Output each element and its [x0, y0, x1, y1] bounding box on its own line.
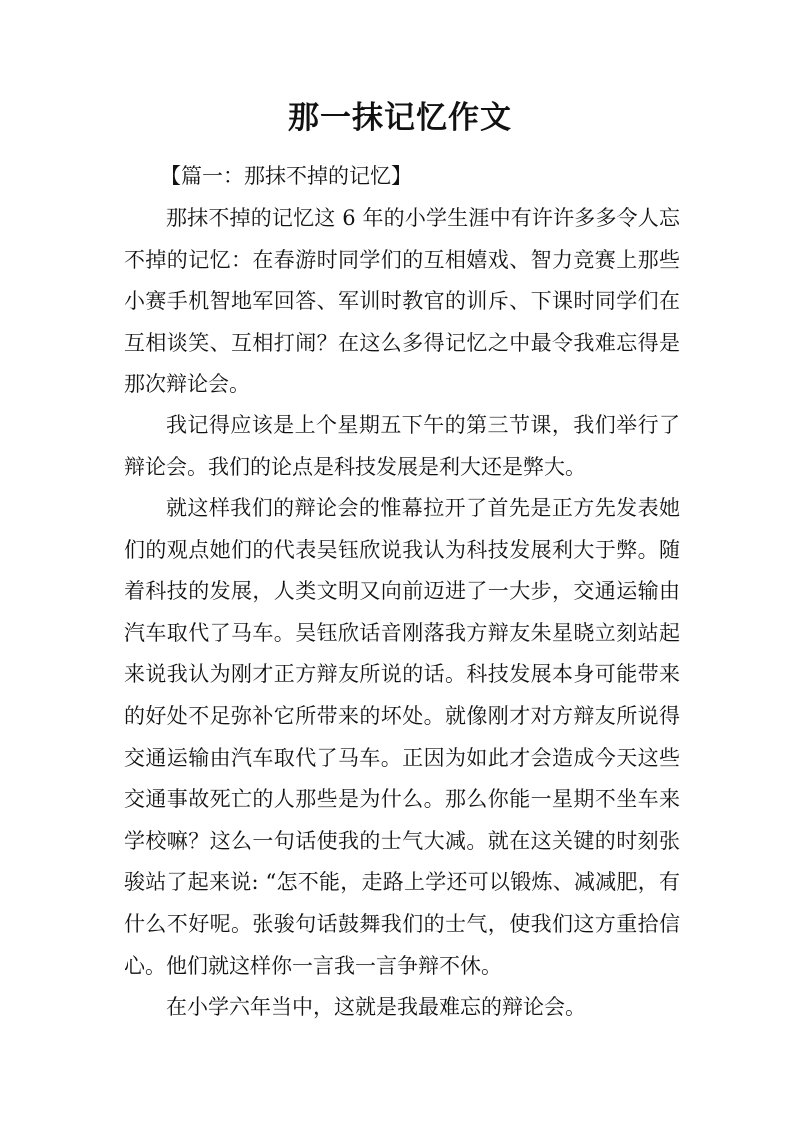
paragraph-2: 我记得应该是上个星期五下午的第三节课，我们举行了辩论会。我们的论点是科技发展是利大还是弊大。 [124, 413, 680, 479]
section-heading: 【篇一：那抹不掉的记忆】 [160, 164, 412, 188]
paragraph-3: 就这样我们的辩论会的惟幕拉开了首先是正方先发表她们的观点她们的代表吴钰欣说我认为科技发展利大于弊。随着科技的发展，人类文明又向前迈进了一大步，交通运输由汽车取代了马车。吴钰欣话音刚落我方辩友朱星晓立刻站起来说我认为刚才正方辩友所说的话。科技发展本身可能带来的好处不足弥补它所带来的坏处。就像刚才对方辩友所说得交通运输由汽车取代了马车。正因为如此才会造成今天这些交通事故死亡的人那些是为什么。那么你能一星期不坐车来学校嘛？这么一句话使我的士气大减。就在这关键的时刻张骏站了起来说: “怎不能，走路上学还可以锻炼、减减肥，有什么不好呢。张骏句话鼓舞我们的士气，使我们这方重拾信心。他们就这样你一言我一言争辩不休。 [124, 496, 680, 978]
paragraph-4: 在小学六年当中，这就是我最难忘的辩论会。 [166, 995, 586, 1019]
paragraph-1: 那抹不掉的记忆这 6 年的小学生涯中有许许多多令人忘不掉的记忆：在春游时同学们的互相嬉戏、智力竞赛上那些小赛手机智地军回答、军训时教官的训斥、下课时同学们在互相谈笑、互相打闹？在这么多得记忆之中最令我难忘得是那次辩论会。 [124, 206, 680, 397]
document-title: 那一抹记忆作文 [288, 100, 512, 136]
